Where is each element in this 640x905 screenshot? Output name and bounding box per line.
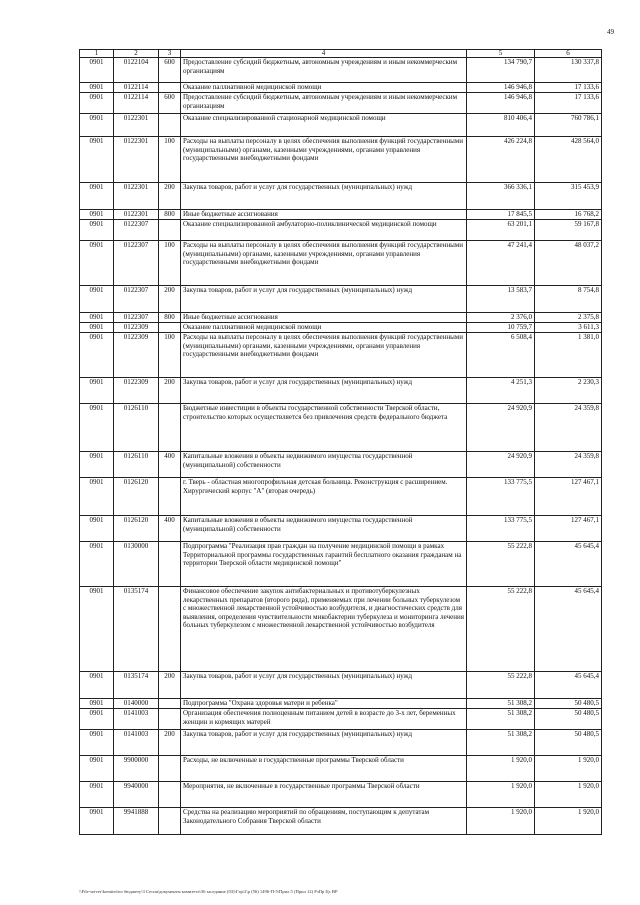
item-description: Расходы на выплаты персоналу в целях обеспечения выполнения функций государственными (муниципальными) органами, казенными учреждениями, органами управления государственными внебюджетными фондами — [181, 241, 467, 286]
amount-col5: 133 775,5 — [467, 478, 535, 516]
table-row — [80, 313, 602, 323]
amount-col5: 55 222,8 — [467, 542, 535, 587]
amount-col6: 127 467,1 — [535, 478, 602, 516]
amount-col6: 50 480,5 — [535, 699, 602, 709]
column-header: 6 — [535, 50, 602, 58]
target-code: 9940000 — [114, 782, 159, 808]
amount-col5: 51 308,2 — [467, 709, 535, 730]
expense-type-code — [159, 478, 181, 516]
item-description: Оказание специализированной стационарной медицинской помощи — [181, 114, 467, 137]
expense-type-code: 600 — [159, 58, 181, 83]
section-code: 0901 — [80, 478, 114, 516]
section-code: 0901 — [80, 782, 114, 808]
amount-col5: 4 251,3 — [467, 378, 535, 404]
amount-col5: 24 920,9 — [467, 404, 535, 452]
amount-col6: 1 920,0 — [535, 756, 602, 782]
target-code: 0122104 — [114, 58, 159, 83]
item-description: Закупка товаров, работ и услуг для государственных (муниципальных) нужд — [181, 183, 467, 210]
item-description: Капитальные вложения в объекты недвижимого имущества государственной (муниципальной) собственности — [181, 516, 467, 542]
expense-type-code: 800 — [159, 313, 181, 323]
amount-col6: 127 467,1 — [535, 516, 602, 542]
item-description: Закупка товаров, работ и услуг для государственных (муниципальных) нужд — [181, 378, 467, 404]
target-code: 0135174 — [114, 587, 159, 672]
item-description: Закупка товаров, работ и услуг для государственных (муниципальных) нужд — [181, 286, 467, 313]
amount-col6: 2 230,3 — [535, 378, 602, 404]
section-code: 0901 — [80, 404, 114, 452]
amount-col5: 134 790,7 — [467, 58, 535, 83]
section-code: 0901 — [80, 220, 114, 241]
item-description: Капитальные вложения в объекты недвижимого имущества государственной (муниципальной) собственности — [181, 452, 467, 478]
section-code: 0901 — [80, 313, 114, 323]
section-code: 0901 — [80, 672, 114, 699]
section-code: 0901 — [80, 516, 114, 542]
item-description: Предоставление субсидий бюджетным, автономным учреждениям и иным некоммерческим организациям — [181, 58, 467, 83]
file-path-footer: \\File-server\komitet\по бюджету\3 Сесия\документы комитета\36 заседание (03)\Гэр\2\р (56) 1496-П-5\Прил 5 (Прил 12) РзПр Цс ВР — [79, 889, 338, 894]
table-row — [80, 542, 602, 587]
target-code: 0122309 — [114, 378, 159, 404]
column-header: 3 — [159, 50, 181, 58]
amount-col6: 315 453,9 — [535, 183, 602, 210]
table-row — [80, 756, 602, 782]
page-number: 49 — [607, 28, 614, 36]
expense-type-code: 600 — [159, 93, 181, 114]
target-code: 0122301 — [114, 183, 159, 210]
section-code: 0901 — [80, 808, 114, 835]
amount-col5: 133 775,5 — [467, 516, 535, 542]
amount-col6: 45 645,4 — [535, 672, 602, 699]
table-row — [80, 452, 602, 478]
target-code: 0122301 — [114, 137, 159, 183]
amount-col5: 426 224,8 — [467, 137, 535, 183]
expense-type-code: 200 — [159, 286, 181, 313]
target-code: 0122307 — [114, 286, 159, 313]
table-row — [80, 220, 602, 241]
section-code: 0901 — [80, 452, 114, 478]
amount-col6: 17 133,6 — [535, 93, 602, 114]
amount-col6: 428 564,0 — [535, 137, 602, 183]
target-code: 0126120 — [114, 478, 159, 516]
table-row — [80, 114, 602, 137]
table-row — [80, 378, 602, 404]
expense-type-code — [159, 542, 181, 587]
amount-col6: 1 920,0 — [535, 782, 602, 808]
amount-col5: 146 946,8 — [467, 83, 535, 93]
expense-type-code — [159, 756, 181, 782]
section-code: 0901 — [80, 730, 114, 756]
amount-col5: 51 308,2 — [467, 730, 535, 756]
table-row — [80, 478, 602, 516]
target-code: 9941888 — [114, 808, 159, 835]
amount-col5: 17 845,5 — [467, 210, 535, 220]
amount-col5: 10 759,7 — [467, 323, 535, 333]
item-description: Финансовое обеспечение закупок антибактериальных и противотуберкулезных лекарственных препаратов (второго ряда), применяемых при лечении больных туберкулезом с множественной лекарственной устойчивостью возбудителя, и диагностических средств для выявления, определения чувствительности микобактерии туберкулеза и мониторинга лечения больных туберкулезом с множественной лекарственной устойчивостью возбудителя — [181, 587, 467, 672]
expense-type-code — [159, 699, 181, 709]
item-description: Расходы, не включенные в государственные программы Тверской области — [181, 756, 467, 782]
table-row — [80, 83, 602, 93]
amount-col5: 47 241,4 — [467, 241, 535, 286]
amount-col5: 13 583,7 — [467, 286, 535, 313]
amount-col5: 1 920,0 — [467, 782, 535, 808]
amount-col6: 2 375,8 — [535, 313, 602, 323]
target-code: 0122307 — [114, 220, 159, 241]
budget-table — [79, 49, 602, 835]
amount-col6: 3 611,3 — [535, 323, 602, 333]
column-header: 5 — [467, 50, 535, 58]
target-code: 0122307 — [114, 313, 159, 323]
amount-col5: 55 222,8 — [467, 672, 535, 699]
table-row — [80, 93, 602, 114]
section-code: 0901 — [80, 183, 114, 210]
target-code: 0140000 — [114, 699, 159, 709]
target-code: 0122301 — [114, 114, 159, 137]
expense-type-code — [159, 83, 181, 93]
table-row — [80, 137, 602, 183]
section-code: 0901 — [80, 709, 114, 730]
amount-col5: 24 920,9 — [467, 452, 535, 478]
expense-type-code: 800 — [159, 210, 181, 220]
table-row — [80, 241, 602, 286]
section-code: 0901 — [80, 756, 114, 782]
expense-type-code: 200 — [159, 730, 181, 756]
amount-col5: 2 376,0 — [467, 313, 535, 323]
expense-type-code: 100 — [159, 333, 181, 378]
expense-type-code: 200 — [159, 183, 181, 210]
amount-col6: 24 359,8 — [535, 404, 602, 452]
amount-col5: 55 222,8 — [467, 587, 535, 672]
amount-col6: 59 167,8 — [535, 220, 602, 241]
item-description: Расходы на выплаты персоналу в целях обеспечения выполнения функций государственными (муниципальными) органами, казенными учреждениями, органами управления государственными внебюджетными фондами — [181, 137, 467, 183]
amount-col6: 45 645,4 — [535, 587, 602, 672]
target-code: 0130000 — [114, 542, 159, 587]
table-row — [80, 808, 602, 835]
expense-type-code — [159, 782, 181, 808]
table-row — [80, 699, 602, 709]
section-code: 0901 — [80, 114, 114, 137]
amount-col6: 50 480,5 — [535, 730, 602, 756]
amount-col6: 24 359,8 — [535, 452, 602, 478]
item-description: Иные бюджетные ассигнования — [181, 313, 467, 323]
amount-col6: 8 754,8 — [535, 286, 602, 313]
expense-type-code: 400 — [159, 516, 181, 542]
amount-col6: 760 786,1 — [535, 114, 602, 137]
table-row — [80, 210, 602, 220]
target-code: 0122301 — [114, 210, 159, 220]
section-code: 0901 — [80, 210, 114, 220]
amount-col5: 1 920,0 — [467, 756, 535, 782]
section-code: 0901 — [80, 699, 114, 709]
expense-type-code: 200 — [159, 378, 181, 404]
amount-col6: 48 037,2 — [535, 241, 602, 286]
section-code: 0901 — [80, 241, 114, 286]
table-row — [80, 709, 602, 730]
target-code: 0122114 — [114, 93, 159, 114]
target-code: 0122114 — [114, 83, 159, 93]
section-code: 0901 — [80, 323, 114, 333]
amount-col6: 50 480,5 — [535, 709, 602, 730]
item-description: Бюджетные инвестиции в объекты государственной собственности Тверской области, строительство которых осуществляется без привлечения средств федерального бюджета — [181, 404, 467, 452]
section-code: 0901 — [80, 83, 114, 93]
amount-col5: 1 920,0 — [467, 808, 535, 835]
table-row — [80, 672, 602, 699]
item-description: Оказание паллиативной медицинской помощи — [181, 83, 467, 93]
target-code: 0135174 — [114, 672, 159, 699]
expense-type-code: 100 — [159, 137, 181, 183]
table-row — [80, 404, 602, 452]
section-code: 0901 — [80, 93, 114, 114]
item-description: Мероприятия, не включенные в государственные программы Тверской области — [181, 782, 467, 808]
expense-type-code — [159, 587, 181, 672]
item-description: Оказание паллиативной медицинской помощи — [181, 323, 467, 333]
table-row — [80, 333, 602, 378]
target-code: 0141003 — [114, 709, 159, 730]
column-header: 2 — [114, 50, 159, 58]
target-code: 0122307 — [114, 241, 159, 286]
expense-type-code — [159, 220, 181, 241]
table-row — [80, 730, 602, 756]
item-description: Закупка товаров, работ и услуг для государственных (муниципальных) нужд — [181, 672, 467, 699]
amount-col5: 366 336,1 — [467, 183, 535, 210]
item-description: Средства на реализацию мероприятий по обращениям, поступающим к депутатам Законодательного Собрания Тверской области — [181, 808, 467, 835]
amount-col6: 1 920,0 — [535, 808, 602, 835]
item-description: Подпрограмма "Реализация прав граждан на получение медицинской помощи в рамках Территориальной программы государственных гарантий бесплатного оказания гражданам на территории Тверской области медицинской помощи" — [181, 542, 467, 587]
column-header: 1 — [80, 50, 114, 58]
amount-col6: 17 133,6 — [535, 83, 602, 93]
table-row — [80, 782, 602, 808]
amount-col5: 810 406,4 — [467, 114, 535, 137]
expense-type-code — [159, 114, 181, 137]
section-code: 0901 — [80, 587, 114, 672]
target-code: 0126120 — [114, 516, 159, 542]
section-code: 0901 — [80, 333, 114, 378]
target-code: 0122309 — [114, 323, 159, 333]
table-row — [80, 286, 602, 313]
item-description: г. Тверь - областная многопрофильная детская больница. Реконструкция с расширением. Хирургический корпус "А" (вторая очередь) — [181, 478, 467, 516]
table-row — [80, 183, 602, 210]
item-description: Закупка товаров, работ и услуг для государственных (муниципальных) нужд — [181, 730, 467, 756]
expense-type-code — [159, 808, 181, 835]
target-code: 9900000 — [114, 756, 159, 782]
item-description: Предоставление субсидий бюджетным, автономным учреждениям и иным некоммерческим организациям — [181, 93, 467, 114]
section-code: 0901 — [80, 137, 114, 183]
section-code: 0901 — [80, 286, 114, 313]
column-header: 4 — [181, 50, 467, 58]
section-code: 0901 — [80, 378, 114, 404]
table-row — [80, 58, 602, 83]
target-code: 0126110 — [114, 404, 159, 452]
expense-type-code — [159, 709, 181, 730]
expense-type-code: 400 — [159, 452, 181, 478]
item-description: Расходы на выплаты персоналу в целях обеспечения выполнения функций государственными (муниципальными) органами, казенными учреждениями, органами управления государственными внебюджетными фондами — [181, 333, 467, 378]
amount-col5: 146 946,8 — [467, 93, 535, 114]
table-header-row — [80, 50, 602, 58]
table-row — [80, 323, 602, 333]
amount-col6: 16 768,2 — [535, 210, 602, 220]
item-description: Подпрограмма "Охрана здоровья матери и ребенка" — [181, 699, 467, 709]
table-row — [80, 587, 602, 672]
target-code: 0122309 — [114, 333, 159, 378]
item-description: Иные бюджетные ассигнования — [181, 210, 467, 220]
table-row — [80, 516, 602, 542]
item-description: Оказание специализированной амбулаторно-поликлинической медицинской помощи — [181, 220, 467, 241]
expense-type-code: 100 — [159, 241, 181, 286]
section-code: 0901 — [80, 58, 114, 83]
section-code: 0901 — [80, 542, 114, 587]
expense-type-code — [159, 323, 181, 333]
amount-col6: 1 381,0 — [535, 333, 602, 378]
amount-col6: 130 337,8 — [535, 58, 602, 83]
item-description: Организация обеспечения полноценным питанием детей в возрасте до 3-х лет, беременных женщин и кормящих матерей — [181, 709, 467, 730]
amount-col6: 45 645,4 — [535, 542, 602, 587]
amount-col5: 51 308,2 — [467, 699, 535, 709]
target-code: 0126110 — [114, 452, 159, 478]
amount-col5: 63 201,1 — [467, 220, 535, 241]
target-code: 0141003 — [114, 730, 159, 756]
expense-type-code — [159, 404, 181, 452]
amount-col5: 6 508,4 — [467, 333, 535, 378]
expense-type-code: 200 — [159, 672, 181, 699]
